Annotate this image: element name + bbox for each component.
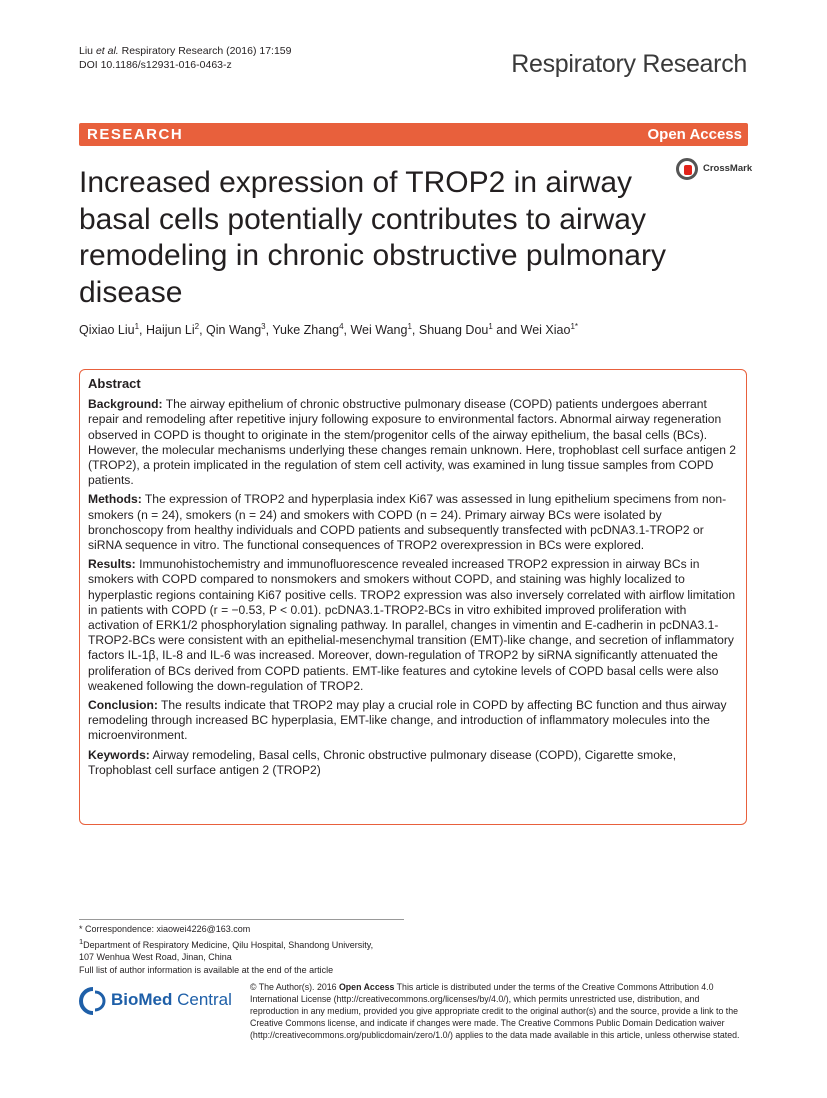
correspondence[interactable]: * Correspondence: xiaowei4226@163.com: [79, 924, 251, 934]
doi: DOI 10.1186/s12931-016-0463-z: [79, 59, 232, 71]
crossmark-button[interactable]: [676, 158, 756, 184]
methods-label: Methods:: [88, 492, 142, 507]
crossmark-icon: [676, 158, 698, 180]
footnote-divider: [79, 919, 404, 920]
author-affiliation: 1: [134, 322, 140, 331]
citation-header: [79, 44, 291, 72]
conclusion-label: Conclusion:: [88, 698, 158, 713]
abstract-results: [88, 557, 738, 694]
author-affiliation: 3: [261, 322, 266, 331]
abstract-methods: [88, 492, 738, 553]
article-type-banner: [79, 123, 748, 146]
author-affiliation: 1: [488, 322, 493, 331]
author-affiliation: 1*: [570, 322, 578, 331]
footnotes: [79, 923, 373, 976]
keywords-text: Airway remodeling, Basal cells, Chronic obstructive pulmonary disease (COPD), Cigarette smoke, Trophoblast cell surface antigen 2 (TROP2): [88, 747, 677, 777]
background-label: Background:: [88, 397, 163, 412]
publisher-name-rest: Central: [172, 990, 232, 1009]
publisher-name: [111, 990, 232, 1010]
author-name: Qin Wang: [206, 323, 262, 338]
open-access-label: Open Access: [647, 126, 742, 143]
abstract-heading: Abstract: [88, 376, 141, 391]
author-affiliation: 2: [194, 322, 200, 331]
journal-name: Respiratory Research: [511, 50, 747, 78]
author-affiliation: 1: [407, 322, 412, 331]
results-label: Results:: [88, 557, 136, 572]
affiliation-line: 107 Wenhua West Road, Jinan, China: [79, 952, 232, 962]
author-name: Qixiao Liu: [79, 323, 135, 338]
citation-etal: et al.: [95, 45, 119, 57]
affiliation-line: Department of Respiratory Medicine, Qilu Hospital, Shandong University,: [83, 939, 374, 950]
license-open-access: Open Access: [338, 982, 395, 992]
license-prefix: © The Author(s). 2016: [250, 982, 339, 992]
crossmark-label: CrossMark: [703, 163, 753, 174]
author-name: Wei Xiao: [520, 323, 571, 338]
author-affiliation: 4: [339, 322, 344, 331]
license-text: This article is distributed under the terms of the Creative Commons Attribution 4.0 International License (http://creativecommons.org/licenses/by/4.0/), which permits unrestricted use, distribution, and reproduction in any medium, provided you give appropriate credit to the original author(s) and the source, provide a link to the Creative Commons license, and indicate if changes were made. The Creative Commons Public Domain Dedication waiver (http://creativecommons.org/publicdomain/zero/1.0/) applies to the data made available in this article, unless otherwise stated.: [250, 982, 740, 1040]
abstract-keywords: [88, 748, 738, 778]
conclusion-text: The results indicate that TROP2 may play a crucial role in COPD by affecting BC function and thus airway remodeling through increased BC hyperplasia, EMT-like change, and introduction of inflammatory molecules into the microenvironment.: [88, 698, 727, 743]
abstract-box: [79, 369, 747, 825]
biomed-central-logo: [79, 985, 239, 1019]
author-name: Yuke Zhang: [272, 323, 340, 338]
citation-journal: Respiratory Research: [118, 45, 224, 57]
affiliation-number: 1: [79, 936, 84, 946]
author-name: Haijun Li: [146, 323, 195, 338]
article-title: Increased expression of TROP2 in airway basal cells potentially contributes to airway remodeling in chronic obstructive pulmonary disease: [79, 166, 666, 309]
results-text: Immunohistochemistry and immunofluorescence revealed increased TROP2 expression in airway BCs in smokers with COPD compared to nonsmokers and smokers without COPD, and staining was highly localized to hyperplastic regions containing Ki67 positive cells. TROP2 expression was also inversely correlated with airflow limitation in patients with COPD (r = −0.53, P < 0.01). pcDNA3.1-TROP2-BCs in vitro exhibited improved proliferation with activation of ERK1/2 phosphorylation signaling pathway. In parallel, changes in vimentin and E-cadherin in pcDNA3.1-TROP2-BCs were consistent with an epithelial-mesenchymal transition (EMT)-like change, and secretion of inflammatory factors IL-1β, IL-8 and IL-6 was increased. Moreover, down-regulation of TROP2 by siRNA significantly attenuated the proliferation of BCs derived from COPD patients. EMT-like features and cytokine levels of COPD basal cells were also weakened following the down-regulation of TROP2.: [88, 557, 736, 693]
article-type-label: RESEARCH: [87, 126, 184, 143]
methods-text: The expression of TROP2 and hyperplasia index Ki67 was assessed in lung epithelium specimens from non-smokers (n = 24), smokers (n = 24) and smokers with COPD (n = 24). Primary airway BCs were isolated by bronchoscopy from healthy individuals and COPD patients and subsequently transfected with pcDNA3.1-TROP2 or siRNA sequence in vitro. The functional consequences of TROP2 overexpression in BCs were explored.: [88, 492, 727, 553]
abstract-conclusion: [88, 698, 738, 744]
background-text: The airway epithelium of chronic obstructive pulmonary disease (COPD) patients undergoes aberrant repair and remodeling after repetitive injury following exposure to environmental factors. Abnormal airway regeneration observed in COPD is thought to originate in the stem/progenitor cells of the airway epithelium, the basal cells (BCs). However, the molecular mechanisms underlying these changes remain unknown. Here, trophoblast cell surface antigen 2 (TROP2), a protein implicated in the regulation of stem cell activity, was examined in lung tissue samples from COPD patients.: [88, 397, 737, 488]
publisher-name-bold: BioMed: [111, 990, 173, 1009]
citation-authors: Liu: [79, 45, 96, 57]
abstract-background: [88, 397, 738, 488]
citation-year-volume: (2016) 17:159: [223, 45, 292, 57]
license-statement: [250, 981, 750, 1041]
author-name: Shuang Dou: [418, 323, 489, 338]
author-name: Wei Wang: [350, 323, 408, 338]
keywords-label: Keywords:: [88, 747, 150, 762]
author-info-note: Full list of author information is available at the end of the article: [79, 964, 334, 975]
author-list: Qixiao Liu$^1$, Haijun Li$^2$, Qin Wang$^3$, Yuke Zhang$^4$, Wei Wang$^1$, Shuang Dou$^1$ and Wei Xiao$^{1*}$: [79, 322, 578, 338]
biomed-central-icon: [79, 987, 107, 1015]
